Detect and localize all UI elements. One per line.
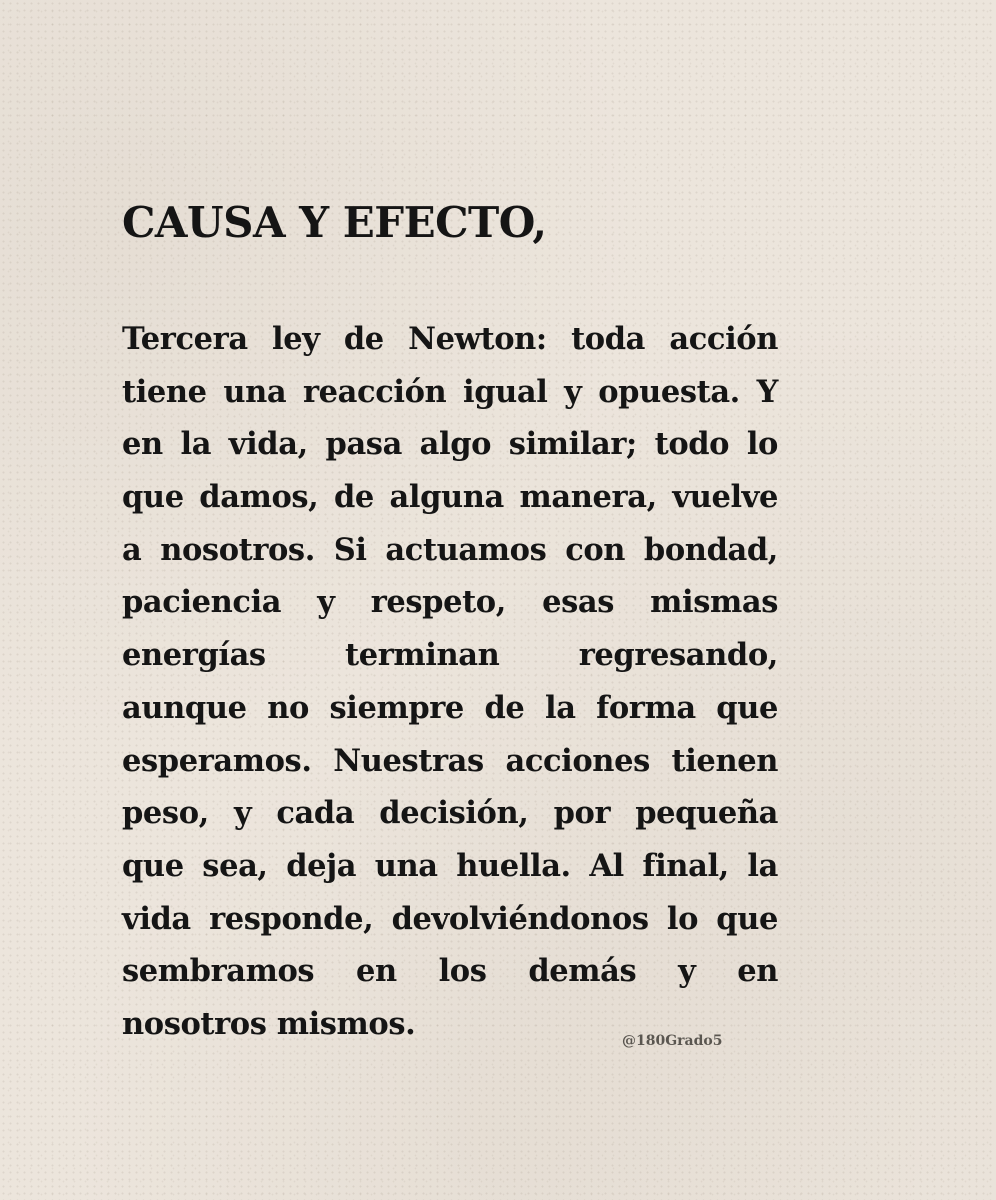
body-paragraph xyxy=(122,313,778,1051)
body-line: a nosotros. Si actuamos con bondad, xyxy=(122,531,778,568)
body-line: energías terminan regresando, xyxy=(122,637,778,674)
body-line: aunque no siempre de la forma que xyxy=(122,689,778,726)
body-line: que damos, de alguna manera, vuelve xyxy=(122,479,778,516)
page-title: CAUSA Y EFECTO, xyxy=(122,198,547,247)
body-line: en la vida, pasa algo similar; todo lo xyxy=(122,426,778,463)
body-line: Tercera ley de Newton: toda acción xyxy=(122,321,778,357)
author-handle: @180Grado5 xyxy=(622,1033,723,1049)
body-line: que sea, deja una huella. Al final, la xyxy=(122,847,778,884)
body-line: esperamos. Nuestras acciones tienen xyxy=(122,742,778,779)
body-line: nosotros mismos. xyxy=(122,1005,416,1042)
body-line: sembramos en los demás y en xyxy=(122,953,778,990)
body-line: vida responde, devolviéndonos lo que xyxy=(122,900,778,937)
body-line: peso, y cada decisión, por pequeña xyxy=(122,795,778,832)
body-line: paciencia y respeto, esas mismas xyxy=(122,584,778,621)
body-line: tiene una reacción igual y opuesta. Y xyxy=(122,373,778,410)
